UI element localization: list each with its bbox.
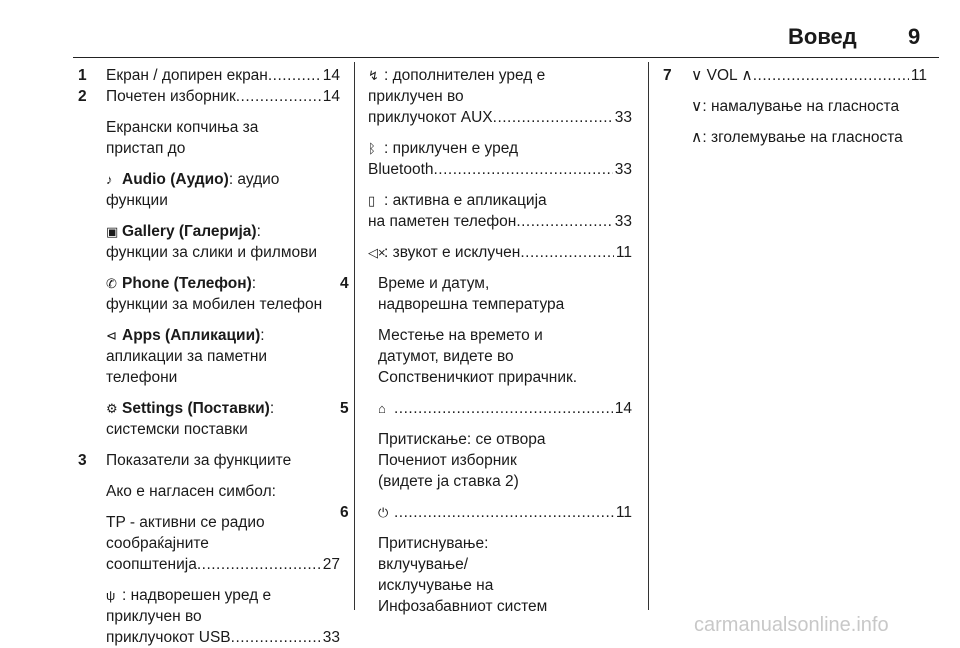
- volume-down-desc: ∨: намалување на гласноста: [691, 98, 900, 115]
- item-text: Екран / допирен екран: [106, 67, 268, 84]
- column-3: [663, 65, 927, 158]
- tp-entry: TP - активни се радио сообраќајните соопштенија ..... 27: [106, 512, 340, 575]
- item-3: [78, 450, 340, 648]
- page-header-title: Вовед: [788, 24, 857, 49]
- item-description: Екрански копчиња за пристап до: [106, 119, 259, 157]
- symbol-intro: Ако е нагласен симбол:: [106, 483, 276, 500]
- item-1: [78, 65, 340, 86]
- page-ref[interactable]: 11: [910, 67, 927, 84]
- page-ref[interactable]: 33: [614, 213, 632, 230]
- item-number: 4: [340, 275, 349, 292]
- usb-icon: ψ: [106, 588, 116, 603]
- page-ref[interactable]: 27: [322, 556, 340, 573]
- page-ref[interactable]: 33: [614, 161, 632, 178]
- item-text: Показатели за функциите: [106, 452, 292, 469]
- header-rule: [73, 57, 939, 58]
- bluetooth-icon: ᛒ: [368, 141, 376, 156]
- mute-entry: ◁×: звукот е исклучен ..... 11: [368, 242, 632, 263]
- phone-icon: ✆: [106, 276, 117, 291]
- item-number: 3: [78, 452, 87, 469]
- column-2: [340, 65, 632, 617]
- apps-entry: ⊲ Apps (Апликации): апликации за паметни телефони: [106, 327, 268, 386]
- audio-entry: ♪ Audio (Аудио): аудио функции: [106, 171, 280, 209]
- item-5: 5 ⌂ ..... 14 Притискање: се отвора Почениот изборник (видете ја ставка 2): [340, 398, 632, 492]
- smartphone-app-entry: ▯ : активна е апликација на паметен телефон ..... 33: [368, 190, 632, 232]
- page-ref[interactable]: 11: [615, 504, 632, 521]
- aux-icon: ↯: [368, 68, 379, 83]
- power-icon: ⏻: [378, 505, 389, 520]
- watermark: carmanualsonline.info: [694, 614, 889, 636]
- apps-icon: ⊲: [106, 328, 117, 343]
- settings-entry: ⚙ Settings (Поставки): системски поставки: [106, 400, 275, 438]
- mute-icon: ◁×: [368, 245, 386, 260]
- page-ref[interactable]: 14: [614, 400, 632, 417]
- page-ref[interactable]: 14: [322, 88, 340, 105]
- item-7: [663, 65, 927, 148]
- item-6: 6 ⏻ ..... 11 Притиснување: вклучување/ исклучување на Инфозабавниот систем: [340, 502, 632, 617]
- page-ref[interactable]: 11: [615, 244, 632, 261]
- gear-icon: ⚙: [106, 401, 118, 416]
- page-number: 9: [908, 24, 921, 49]
- page-ref[interactable]: 33: [322, 629, 340, 646]
- home-icon: ⌂: [378, 401, 386, 416]
- gallery-icon: ▣: [106, 224, 119, 239]
- usb-entry: ψ : надворешен уред е приклучен во приклучокот USB ..... 33: [106, 585, 340, 648]
- volume-up-desc: ∧: зголемување на гласноста: [691, 129, 903, 146]
- item-number: 1: [78, 67, 87, 84]
- item-number: 2: [78, 88, 87, 105]
- item-number: 7: [663, 67, 672, 84]
- music-note-icon: ♪: [106, 172, 113, 187]
- item-number: 5: [340, 400, 349, 417]
- item-text: Почетен изборник: [106, 88, 236, 105]
- bluetooth-entry: ᛒ : приклучен е уред Bluetooth ..... 33: [368, 138, 632, 180]
- item-2: [78, 86, 340, 440]
- page-ref[interactable]: 14: [322, 67, 340, 84]
- column-1: [78, 65, 340, 648]
- phone-entry: ✆ Phone (Телефон): функции за мобилен телефон: [106, 275, 323, 313]
- page-ref[interactable]: 33: [614, 109, 632, 126]
- item-text: ∨ VOL ∧: [691, 67, 753, 84]
- item-4: 4 Време и датум, надворешна температура Местење на времето и датумот, видете во Сопственичкиот прирачник.: [340, 275, 578, 386]
- column-divider-2: [648, 62, 649, 610]
- smartphone-icon: ▯: [368, 193, 376, 208]
- aux-entry: ↯ : дополнителен уред е приклучен во приклучокот AUX ..... 33: [368, 65, 632, 128]
- gallery-entry: ▣ Gallery (Галерија): функции за слики и филмови: [106, 223, 317, 261]
- item-number: 6: [340, 504, 349, 521]
